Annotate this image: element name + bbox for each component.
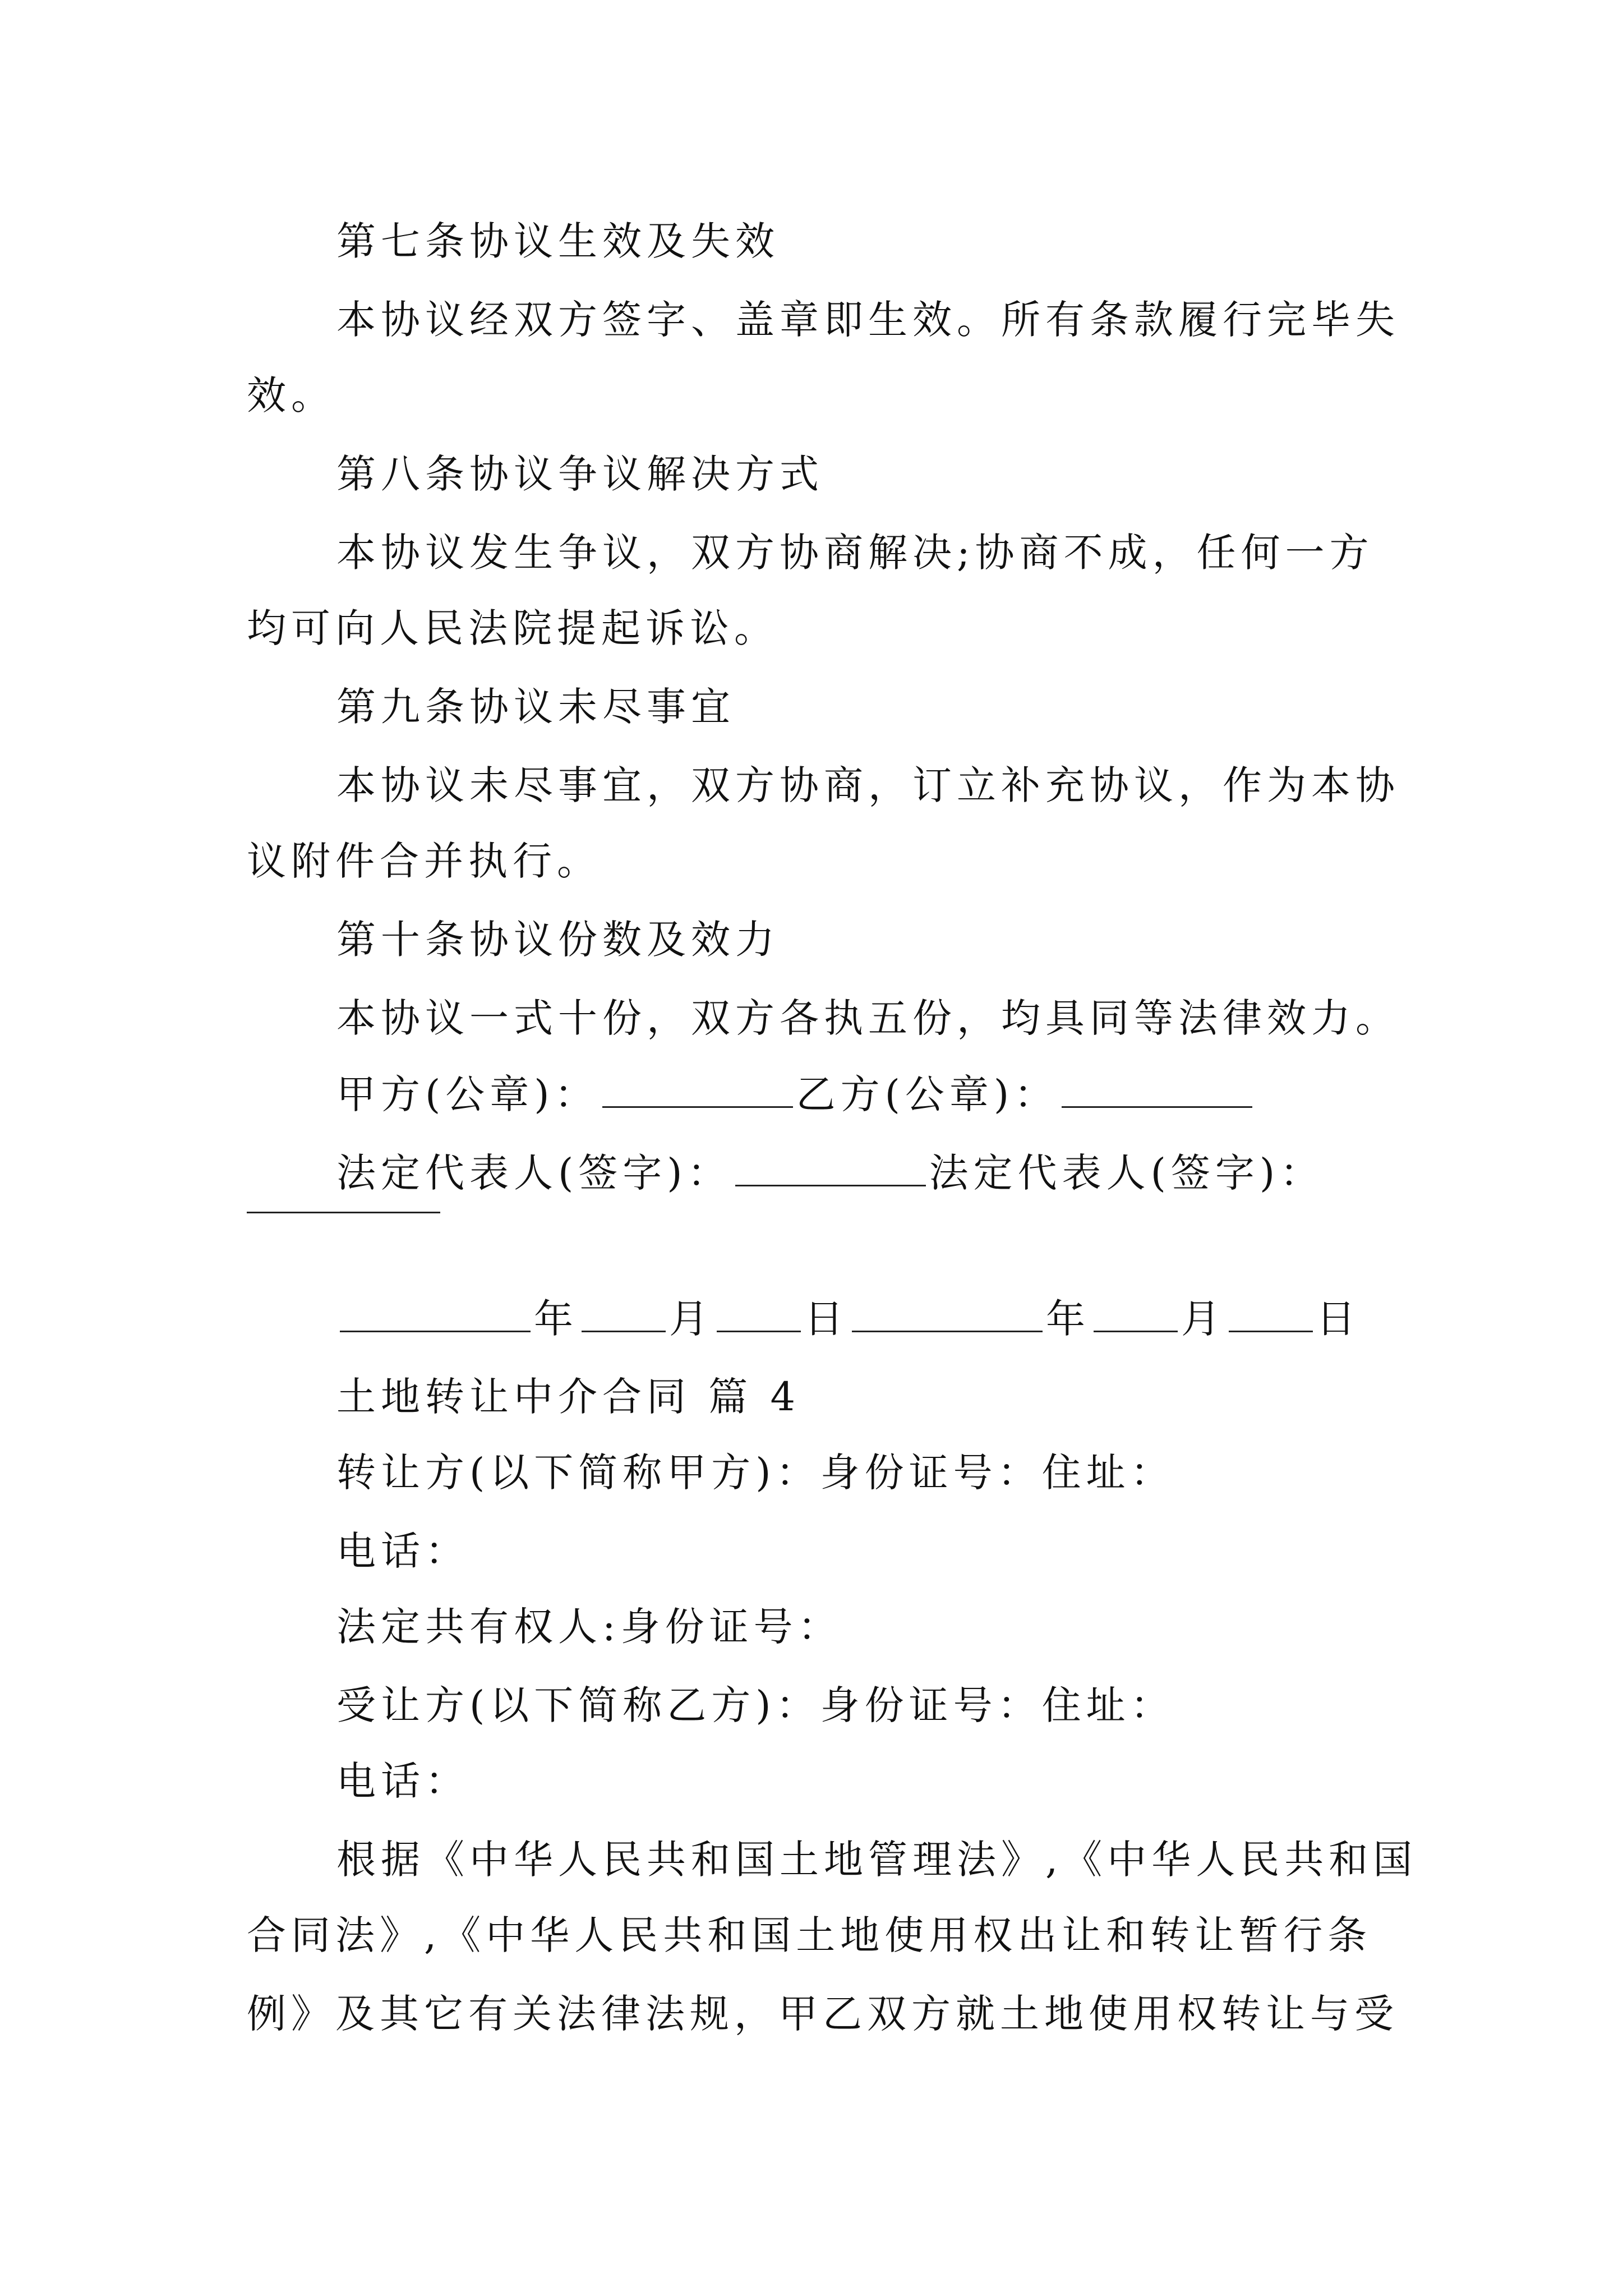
party-a-rep-label: 法定代表人(签字)： bbox=[336, 1150, 732, 1196]
date-a-year: 年 bbox=[534, 1296, 578, 1342]
date-a-day: 日 bbox=[804, 1296, 849, 1342]
article-10-body: 本协议一式十份，双方各执五份，均具同等法律效力。 bbox=[336, 995, 1400, 1041]
article-9-title: 第九条协议未尽事宜 bbox=[336, 684, 735, 730]
article-9-body: 本协议未尽事宜，双方协商，订立补充协议，作为本协 bbox=[336, 762, 1400, 808]
date-a-month: 月 bbox=[669, 1296, 713, 1342]
party-a-seal-label: 甲方(公章)： bbox=[336, 1071, 599, 1117]
transferor-phone: 电话： bbox=[336, 1528, 469, 1574]
party-b-seal-label: 乙方(公章)： bbox=[796, 1071, 1059, 1117]
article-7-title: 第七条协议生效及失效 bbox=[336, 218, 780, 264]
representative-line bbox=[336, 1144, 1324, 1201]
date-a-day-blank bbox=[717, 1290, 801, 1332]
date-b-year: 年 bbox=[1046, 1296, 1090, 1342]
party-a-rep-blank bbox=[735, 1144, 926, 1186]
article-10-title: 第十条协议份数及效力 bbox=[336, 917, 780, 963]
date-line bbox=[336, 1290, 1361, 1347]
section-title: 土地转让中介合同 篇 4 bbox=[336, 1374, 801, 1420]
date-b-day: 日 bbox=[1316, 1296, 1361, 1342]
article-8-body: 本协议发生争议，双方协商解决;协商不成，任何一方 bbox=[336, 530, 1374, 576]
transferor-line: 转让方(以下简称甲方)：身份证号：住址： bbox=[336, 1450, 1175, 1496]
date-b-blank bbox=[852, 1290, 1043, 1332]
transferee-line: 受让方(以下简称乙方)：身份证号：住址： bbox=[336, 1682, 1175, 1728]
article-9-body-cont: 议附件合并执行。 bbox=[247, 838, 601, 884]
article-8-body-cont: 均可向人民法院提起诉讼。 bbox=[247, 605, 778, 651]
article-7-body-cont: 效。 bbox=[247, 372, 335, 418]
party-seal-line bbox=[336, 1066, 1256, 1122]
legal-basis-paragraph: 根据《中华人民共和国土地管理法》,《中华人民共和国 bbox=[336, 1837, 1418, 1883]
co-owner-line: 法定共有权人:身份证号： bbox=[336, 1604, 842, 1650]
date-a-blank bbox=[340, 1290, 531, 1332]
party-b-seal-blank bbox=[1062, 1066, 1252, 1108]
date-b-month-blank bbox=[1094, 1290, 1178, 1332]
legal-basis-paragraph-cont-2: 例》及其它有关法律法规，甲乙双方就土地使用权转让与受 bbox=[247, 1991, 1399, 2037]
party-b-rep-label: 法定代表人(签字)： bbox=[929, 1150, 1325, 1196]
party-b-rep-blank bbox=[247, 1212, 440, 1213]
article-8-title: 第八条协议争议解决方式 bbox=[336, 451, 824, 497]
date-b-day-blank bbox=[1229, 1290, 1313, 1332]
party-a-seal-blank bbox=[602, 1066, 793, 1108]
date-a-month-blank bbox=[582, 1290, 666, 1332]
legal-basis-paragraph-cont-1: 合同法》,《中华人民共和国土地使用权出让和转让暂行条 bbox=[247, 1912, 1372, 1958]
transferee-phone: 电话： bbox=[336, 1758, 469, 1804]
article-7-body: 本协议经双方签字、盖章即生效。所有条款履行完毕失 bbox=[336, 297, 1400, 343]
date-b-month: 月 bbox=[1181, 1296, 1225, 1342]
